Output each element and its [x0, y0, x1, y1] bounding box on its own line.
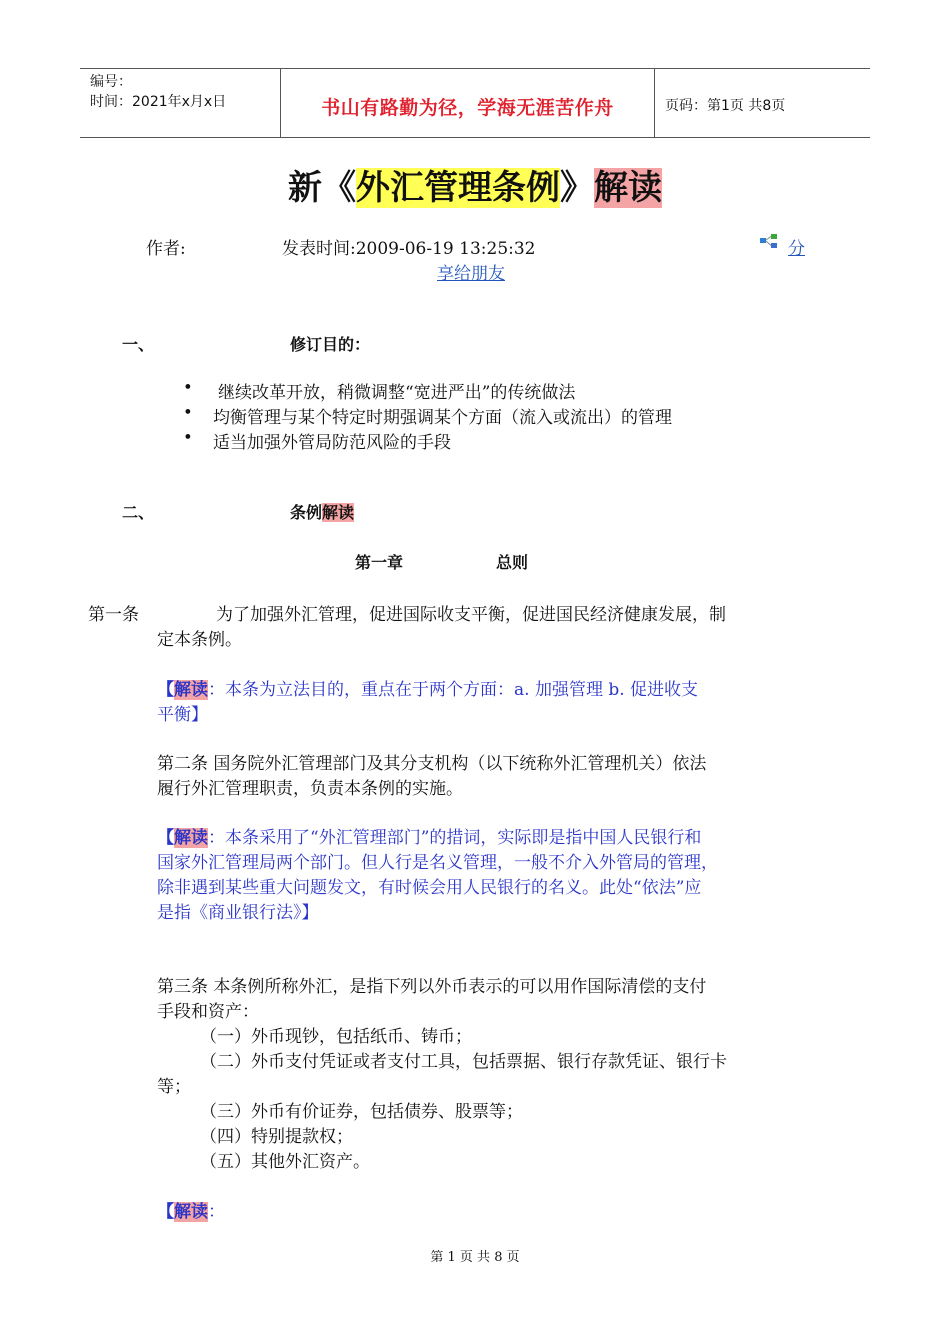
article1-line1: 为了加强外汇管理，促进国际收支平衡，促进国民经济健康发展，制 [216, 605, 726, 625]
doc-number-label: 编号： [90, 74, 132, 90]
page-footer: 第 1 页 共 8 页 [430, 1250, 520, 1265]
interpretation-label: 解读 [174, 828, 208, 848]
article1-head: 第一条 [88, 605, 139, 625]
share-link-part2[interactable]: 享给朋友 [437, 264, 505, 284]
article3-item: （五）其他外汇资产。 [200, 1152, 370, 1172]
bullet-dot-icon: • [183, 378, 193, 397]
section1-number: 一、 [122, 335, 155, 354]
interpretation-label: 解读 [174, 1202, 208, 1222]
article2-interpretation-line2: 国家外汇管理局两个部门。但人行是名义管理，一般不介入外管局的管理， [157, 853, 718, 873]
title-middle: 》 [560, 168, 594, 208]
share-icon[interactable] [760, 234, 778, 248]
article1-interpretation: 【解读：本条为立法目的，重点在于两个方面：a. 加强管理 b. 促进收支 [157, 680, 699, 700]
article1-interpretation-cont: 平衡】 [157, 705, 208, 725]
article3-item: （二）外币支付凭证或者支付工具，包括票据、银行存款凭证、银行卡 [200, 1052, 727, 1072]
article2-line1: 第二条 国务院外汇管理部门及其分支机构（以下统称外汇管理机关）依法 [157, 754, 707, 774]
article3-line1: 第三条 本条例所称外汇，是指下列以外币表示的可以用作国际清偿的支付 [157, 977, 707, 997]
document-title [0, 160, 950, 209]
document-page: 编号： 时间：2021年x月x日 书山有路勤为径，学海无涯苦作舟 页码：第1页 共8页 新《外汇管理条例》解读 作者: 发表时间:2009-06-19 13:25:32 分 享给朋友 一、 修订目的： • 继续改革开放，稍微调整“宽进严出”的传统做法 • 均衡管理与某个特定时期强调某个方面（流入或流出）的管理 • 适当加强外管局防范风险的手段 二、 条例解读 第一章 总则 第一条 为了加强外汇管理，促进国际收支平衡，促进国民经济健康发展，制 定本条例。 【解读：本条为立法目的，重点在于两个方面：a. 加强管理 b. 促进收支 平衡】 第二条 国务院外汇管理部门及其分支机构（以下统称外汇管理机关）依法 履行外汇管理职责，负责本条例的实施。 【解读：本条采用了“外汇管理部门”的措词，实际即是指中国人民银行和 国家外汇管理局两个部门。但人行是名义管理，一般不介入外管局的管理， 除非遇到某些重大问题发文，有时候会用人民银行的名义。此处“依法”应 是指《商业银行法》】 第三条 本条例所称外汇，是指下列以外币表示的可以用作国际清偿的支付 手段和资产： （一）外币现钞，包括纸币、铸币； （二）外币支付凭证或者支付工具，包括票据、银行存款凭证、银行卡 等； （三）外币有价证券，包括债券、股票等； （四）特别提款权； （五）其他外汇资产。 【解读： 第 1 页 共 8 页 [0, 0, 950, 1344]
article1-line2: 定本条例。 [157, 630, 242, 650]
article3-item: （三）外币有价证券，包括债券、股票等； [200, 1102, 523, 1122]
article3-item-cont: 等； [157, 1077, 191, 1097]
title-highlight-pink: 解读 [594, 168, 662, 208]
publish-time: 发表时间:2009-06-19 13:25:32 [282, 239, 536, 259]
chapter-number: 第一章 [355, 553, 404, 572]
section1-heading: 修订目的： [290, 335, 371, 354]
article3-item: （一）外币现钞，包括纸币、铸币； [200, 1027, 472, 1047]
article3-item: （四）特别提款权； [200, 1127, 353, 1147]
page-header-table [80, 68, 870, 138]
section2-number: 二、 [122, 503, 155, 522]
header-motto: 书山有路勤为径，学海无涯苦作舟 [321, 97, 614, 119]
article2-interpretation: 【解读：本条采用了“外汇管理部门”的措词，实际即是指中国人民银行和 [157, 828, 702, 848]
article2-line2: 履行外汇管理职责，负责本条例的实施。 [157, 779, 463, 799]
title-highlight-yellow: 外汇管理条例 [356, 168, 560, 208]
interpretation-label: 解读 [174, 680, 208, 700]
author-label: 作者: [146, 239, 186, 259]
article2-interpretation-line4: 是指《商业银行法》】 [157, 903, 319, 923]
chapter-name: 总则 [496, 553, 529, 572]
header-info-cell [80, 69, 281, 137]
doc-time-label: 时间：2021年x月x日 [90, 94, 227, 110]
section2-heading: 条例解读 [290, 503, 355, 522]
article3-line2: 手段和资产： [157, 1002, 259, 1022]
header-page-label: 页码：第1页 共8页 [665, 98, 786, 114]
bullet-dot-icon: • [183, 428, 193, 447]
bullet-dot-icon: • [183, 403, 193, 422]
share-link-part1[interactable]: 分 [788, 239, 805, 259]
title-prefix: 新《 [288, 168, 356, 208]
section2-heading-highlight: 解读 [322, 503, 355, 522]
article3-interpretation: 【解读： [157, 1202, 225, 1222]
header-motto-cell [281, 69, 655, 137]
article2-interpretation-line3: 除非遇到某些重大问题发文，有时候会用人民银行的名义。此处“依法”应 [157, 878, 702, 898]
